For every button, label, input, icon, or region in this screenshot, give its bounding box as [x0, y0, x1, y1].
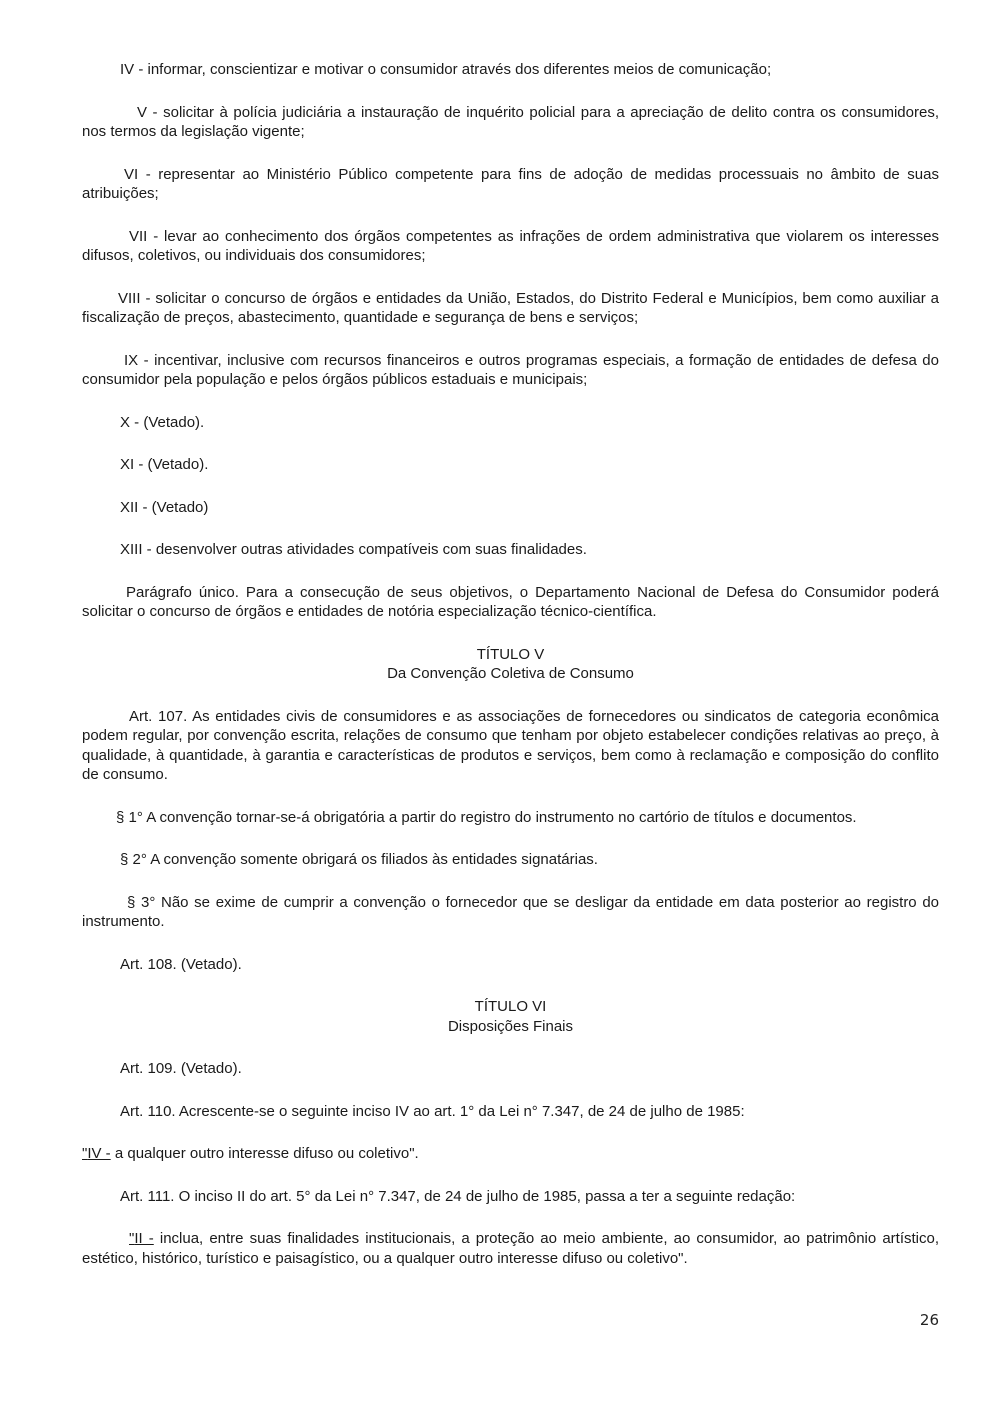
art-111-quote: [82, 1229, 939, 1268]
inciso-v: V - solicitar à polícia judiciária a instauração de inquérito policial para a apreciação de delito contra os consumidores, nos termos da legislação vigente;: [82, 103, 939, 140]
art-107-paragraph-1: § 1° A convenção tornar-se-á obrigatória a partir do registro do instrumento no cartório de títulos e documentos.: [116, 808, 857, 826]
art-110-quote-text: a qualquer outro interesse difuso ou coletivo".: [110, 1145, 419, 1162]
inciso-vii: VII - levar ao conhecimento dos órgãos competentes as infrações de ordem administrativa que violarem os interesses difusos, coletivos, ou individuais dos consumidores;: [82, 227, 939, 264]
titulo-vi-heading: TÍTULO VI: [474, 998, 547, 1015]
document-body: [82, 60, 939, 1268]
inciso-xiii: XIII - desenvolver outras atividades compatíveis com suas finalidades.: [120, 541, 587, 558]
inciso-vi: VI - representar ao Ministério Público competente para fins de adoção de medidas processuais no âmbito de suas atribuições;: [82, 165, 939, 202]
art-111: Art. 111. O inciso II do art. 5° da Lei n° 7.347, de 24 de julho de 1985, passa a ter a seguinte redação:: [120, 1187, 796, 1205]
art-111-quote-label: "II -: [129, 1230, 154, 1247]
art-110-quote: [82, 1144, 939, 1164]
art-107: Art. 107. As entidades civis de consumidores e as associações de fornecedores ou sindicatos de categoria econômica podem regular, por convenção escrita, relações de consumo que tenham por objeto estabelecer condições relativas ao preço, à qualidade, à quantidade, à garantia e características de produtos e serviços, bem como à reclamação e composição do conflito de consumo.: [82, 707, 939, 783]
art-108: Art. 108. (Vetado).: [120, 955, 242, 973]
titulo-v-heading: TÍTULO V: [476, 645, 545, 663]
inciso-xi: XI - (Vetado).: [120, 456, 209, 473]
art-107-paragraph-3: § 3° Não se exime de cumprir a convenção o fornecedor que se desligar da entidade em data posterior ao registro do instrumento.: [82, 893, 939, 930]
art-107-paragraph-2: § 2° A convenção somente obrigará os filiados às entidades signatárias.: [120, 851, 598, 868]
inciso-xii: XII - (Vetado): [120, 498, 209, 516]
titulo-v-subheading: Da Convenção Coletiva de Consumo: [387, 665, 634, 682]
inciso-ix: IX - incentivar, inclusive com recursos financeiros e outros programas especiais, a formação de entidades de defesa do consumidor pela população e pelos órgãos públicos estaduais e municipais;: [82, 351, 939, 388]
inciso-viii: VIII - solicitar o concurso de órgãos e entidades da União, Estados, do Distrito Federal e Municípios, bem como auxiliar a fiscalização de preços, abastecimento, quantidade e segurança de bens e serviços;: [82, 289, 939, 326]
art-110-quote-label: "IV -: [82, 1145, 111, 1162]
art-109: Art. 109. (Vetado).: [120, 1060, 242, 1077]
inciso-x: X - (Vetado).: [120, 413, 205, 431]
titulo-vi-subheading: Disposições Finais: [447, 1017, 574, 1035]
inciso-iv: IV - informar, conscientizar e motivar o consumidor através dos diferentes meios de comunicação;: [120, 61, 772, 78]
art-110: Art. 110. Acrescente-se o seguinte inciso IV ao art. 1° da Lei n° 7.347, de 24 de julho de 1985:: [120, 1102, 745, 1120]
page-number: 26: [919, 1311, 939, 1329]
art-111-quote-text: inclua, entre suas finalidades institucionais, a proteção ao meio ambiente, ao consumidor, ao patrimônio artístico, estético, histórico, turístico e paisagístico, ou a qualquer outro interesse difuso ou coletivo".: [82, 1230, 939, 1267]
paragrafo-unico: Parágrafo único. Para a consecução de seus objetivos, o Departamento Nacional de Defesa do Consumidor poderá solicitar o concurso de órgãos e entidades de notória especialização técnico-científica.: [82, 583, 939, 620]
